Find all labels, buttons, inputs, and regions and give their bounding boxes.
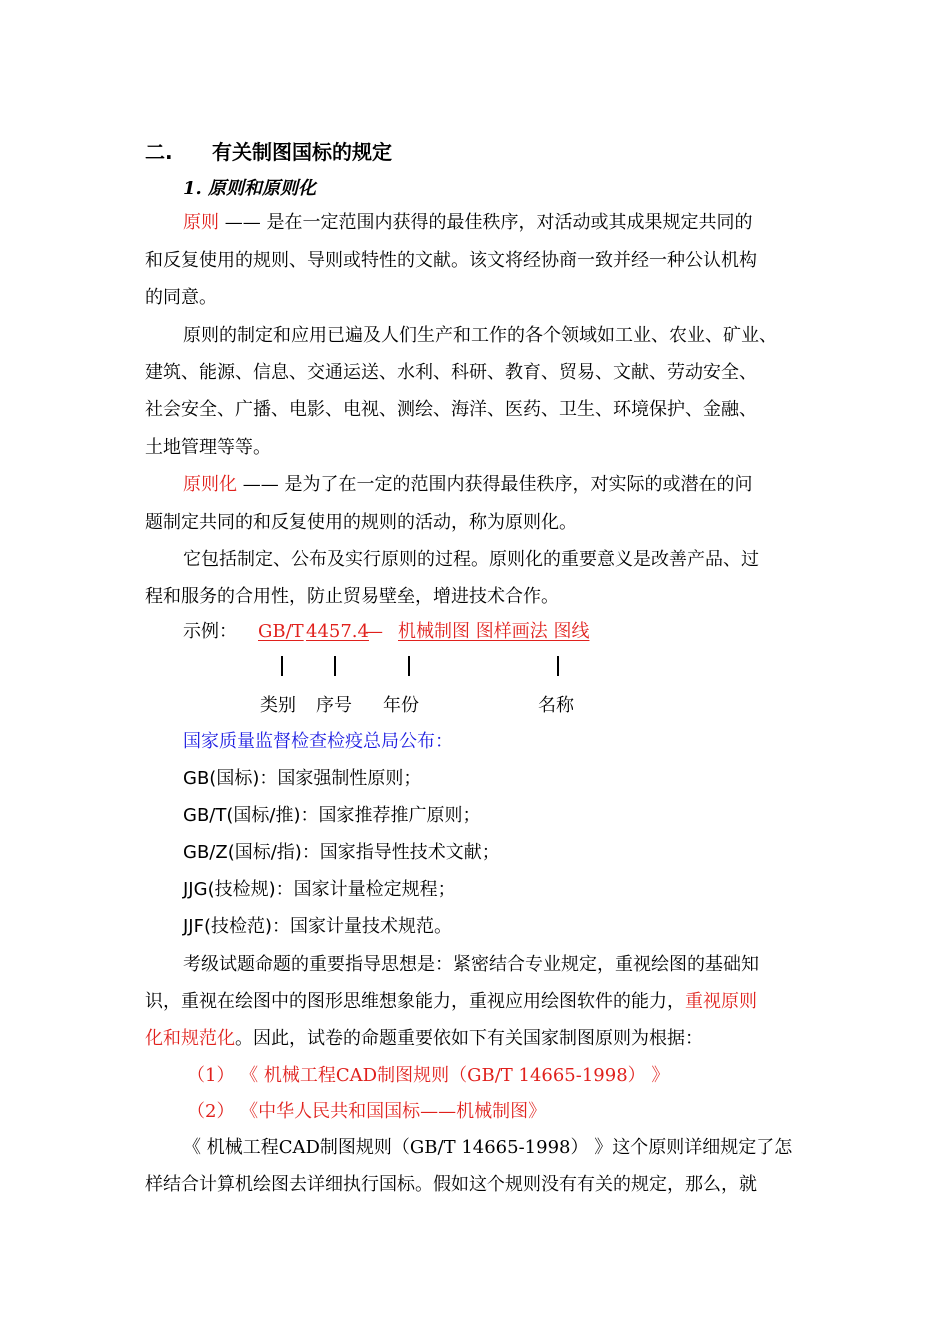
- paragraph-line: 原则的制定和应用已遍及人们生产和工作的各个领域如工业、农业、矿业、: [183, 325, 777, 346]
- pointer-line-serial: [334, 656, 336, 676]
- emphasis-text: 重视原则: [685, 991, 757, 1012]
- example-number: 4457.4: [306, 621, 369, 642]
- standard-desc: ：国家指导性技术文献；: [301, 842, 500, 863]
- example-dash: —: [365, 621, 383, 642]
- paragraph-line: 建筑、能源、信息、交通运送、水利、科研、教育、贸易、文献、劳动安全、: [145, 362, 757, 383]
- paragraph-line: [145, 1027, 825, 1051]
- standard-abbr: (技检规): [207, 879, 276, 900]
- example-name: 机械制图 图样画法 图线: [398, 621, 590, 642]
- standard-code: GB: [183, 768, 210, 789]
- pointer-line-year: [408, 656, 410, 676]
- paragraph-line: 它包括制定、公布及实行原则的过程。原则化的重要意义是改善产品、过: [183, 549, 759, 570]
- standard-abbr: (技检范): [203, 916, 273, 937]
- example-code: GB/T: [258, 621, 304, 642]
- paragraph-line: 样结合计算机绘图去详细执行国标。假如这个规则没有有关的规定，那么，就: [145, 1174, 757, 1195]
- standard-desc: ：国家推荐推广原则；: [300, 805, 481, 826]
- emphasis-text: 化和规范化: [145, 1028, 235, 1049]
- definition-text: —— 是在一定范围内获得的最佳秩序，对活动或其成果规定共同的: [219, 212, 753, 233]
- standard-item: [183, 915, 863, 939]
- section-number: 二.: [145, 140, 173, 164]
- standard-desc: ：国家强制性原则；: [259, 768, 422, 789]
- reference-item: （1） 《 机械工程CAD制图规则（GB/T 14665-1998） 》: [187, 1065, 670, 1086]
- section-heading: [145, 140, 825, 164]
- standard-desc: ：国家计量技术规范。: [272, 916, 453, 937]
- paragraph-line: 社会安全、广播、电影、电视、测绘、海洋、医药、卫生、环境保护、金融、: [145, 399, 757, 420]
- paragraph-text: 。因此，试卷的命题重要依如下有关国家制图原则为根据：: [235, 1028, 703, 1049]
- publisher-line: 国家质量监督检查检疫总局公布：: [183, 731, 453, 752]
- paragraph-definition-line: [183, 473, 863, 497]
- paragraph-line: 考级试题命题的重要指导思想是：紧密结合专业规定，重视绘图的基础知: [183, 954, 759, 975]
- paragraph-line: 题制定共同的和反复使用的规则的活动，称为原则化。: [145, 512, 577, 533]
- standard-desc: ：国家计量检定规程；: [275, 879, 456, 900]
- standard-code: JJG: [183, 879, 208, 900]
- paragraph-line: 程和服务的合用性，防止贸易壁垒，增进技术合作。: [145, 586, 559, 607]
- standard-code: GB/T: [183, 805, 227, 826]
- section-title: 有关制图国标的规定: [212, 140, 392, 164]
- standard-code: GB/Z: [183, 842, 228, 863]
- paragraph-line: 和反复使用的规则、导则或特性的文献。该文将经协商一致并经一种公认机构: [145, 250, 757, 271]
- subheading: 1. 原则和原则化: [183, 178, 317, 199]
- term-standardization: 原则化: [183, 474, 237, 495]
- reference-item: （2） 《中华人民共和国国标——机械制图》: [187, 1101, 547, 1122]
- paragraph-line: [145, 990, 825, 1014]
- label-name: 名称: [538, 695, 574, 716]
- paragraph-text: 识，重视在绘图中的图形思维想象能力，重视应用绘图软件的能力，: [145, 991, 685, 1012]
- standard-code: JJF: [183, 916, 204, 937]
- label-serial: 序号: [316, 695, 352, 716]
- standard-abbr: (国标/指): [227, 842, 302, 863]
- term-standard: 原则: [183, 212, 219, 233]
- standard-item: [183, 767, 863, 791]
- standard-abbr: (国标/推): [226, 805, 301, 826]
- paragraph-line: 《 机械工程CAD制图规则（GB/T 14665-1998） 》这个原则详细规定了怎: [183, 1137, 793, 1158]
- example-line: [183, 620, 863, 644]
- standard-item: [183, 804, 863, 828]
- label-category: 类别: [260, 695, 296, 716]
- example-label: 示例：: [183, 621, 237, 642]
- paragraph-definition-line: [183, 211, 863, 235]
- definition-text: —— 是为了在一定的范围内获得最佳秩序，对实际的或潜在的问: [237, 474, 753, 495]
- label-year: 年份: [383, 695, 419, 716]
- paragraph-line: 土地管理等等。: [145, 437, 271, 458]
- paragraph-line: 的同意。: [145, 287, 217, 308]
- pointer-line-name: [557, 656, 559, 676]
- standard-item: [183, 841, 863, 865]
- standard-abbr: (国标): [209, 768, 260, 789]
- pointer-line-category: [281, 656, 283, 676]
- standard-item: [183, 878, 863, 902]
